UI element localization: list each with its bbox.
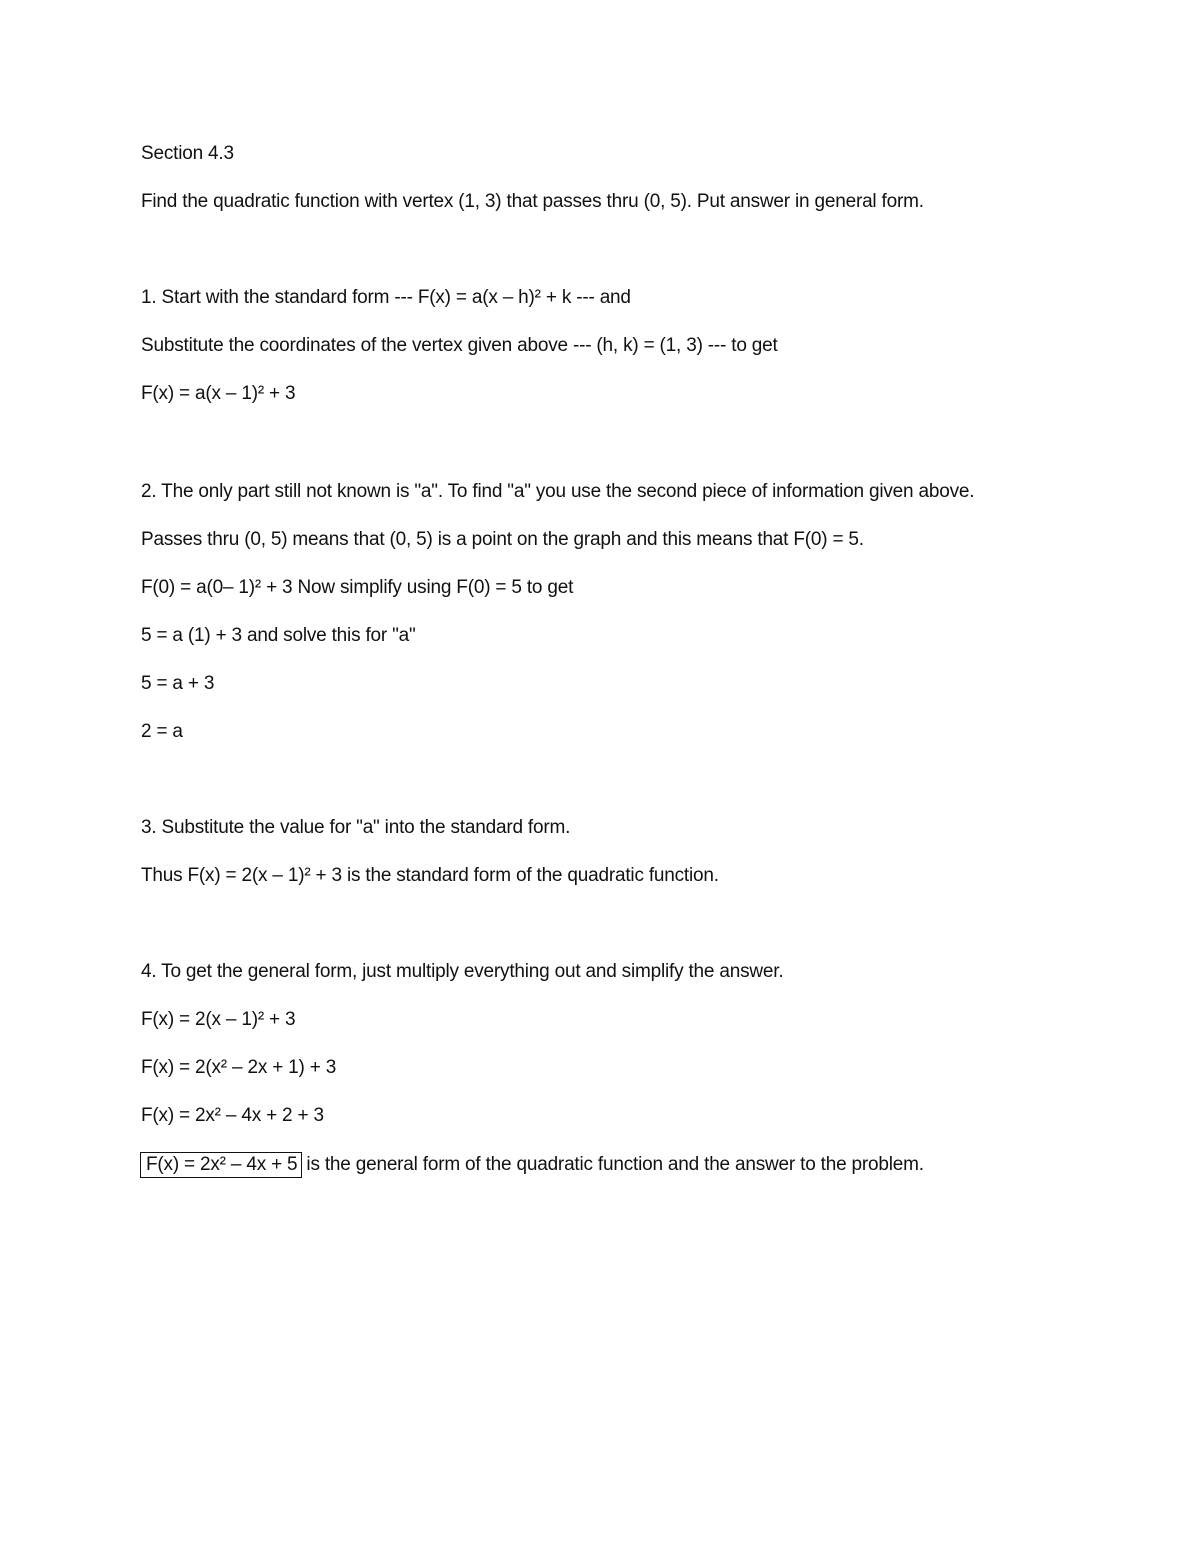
step1-substitute: Substitute the coordinates of the vertex given above --- (h, k) = (1, 3) --- to get [141, 335, 778, 356]
step2-passes: Passes thru (0, 5) means that (0, 5) is a point on the graph and this means that F(0) = 5. [141, 529, 864, 550]
problem-statement: Find the quadratic function with vertex (1, 3) that passes thru (0, 5). Put answer in general form. [141, 191, 924, 212]
step4-eq1: F(x) = 2(x – 1)² + 3 [141, 1009, 296, 1030]
final-answer-tail: is the general form of the quadratic function and the answer to the problem. [306, 1154, 924, 1175]
section-title: Section 4.3 [141, 143, 234, 164]
final-answer-box: F(x) = 2x² – 4x + 5 [140, 1152, 302, 1178]
step4-intro: 4. To get the general form, just multiply everything out and simplify the answer. [141, 961, 784, 982]
step1-result: F(x) = a(x – 1)² + 3 [141, 383, 296, 404]
step3-intro: 3. Substitute the value for "a" into the standard form. [141, 817, 571, 838]
step3-result: Thus F(x) = 2(x – 1)² + 3 is the standard form of the quadratic function. [141, 865, 719, 886]
step2-eq1: F(0) = a(0– 1)² + 3 Now simplify using F(0) = 5 to get [141, 577, 574, 598]
step2-intro: 2. The only part still not known is "a". To find "a" you use the second piece of information given above. [141, 481, 975, 502]
step1-intro: 1. Start with the standard form --- F(x) = a(x – h)² + k --- and [141, 287, 631, 308]
step2-eq3: 5 = a + 3 [141, 673, 215, 694]
step2-eq4: 2 = a [141, 721, 183, 742]
step4-eq3: F(x) = 2x² – 4x + 2 + 3 [141, 1105, 324, 1126]
step2-eq2: 5 = a (1) + 3 and solve this for "a" [141, 625, 416, 646]
step4-eq2: F(x) = 2(x² – 2x + 1) + 3 [141, 1057, 337, 1078]
step4-answer-line [141, 1152, 924, 1178]
